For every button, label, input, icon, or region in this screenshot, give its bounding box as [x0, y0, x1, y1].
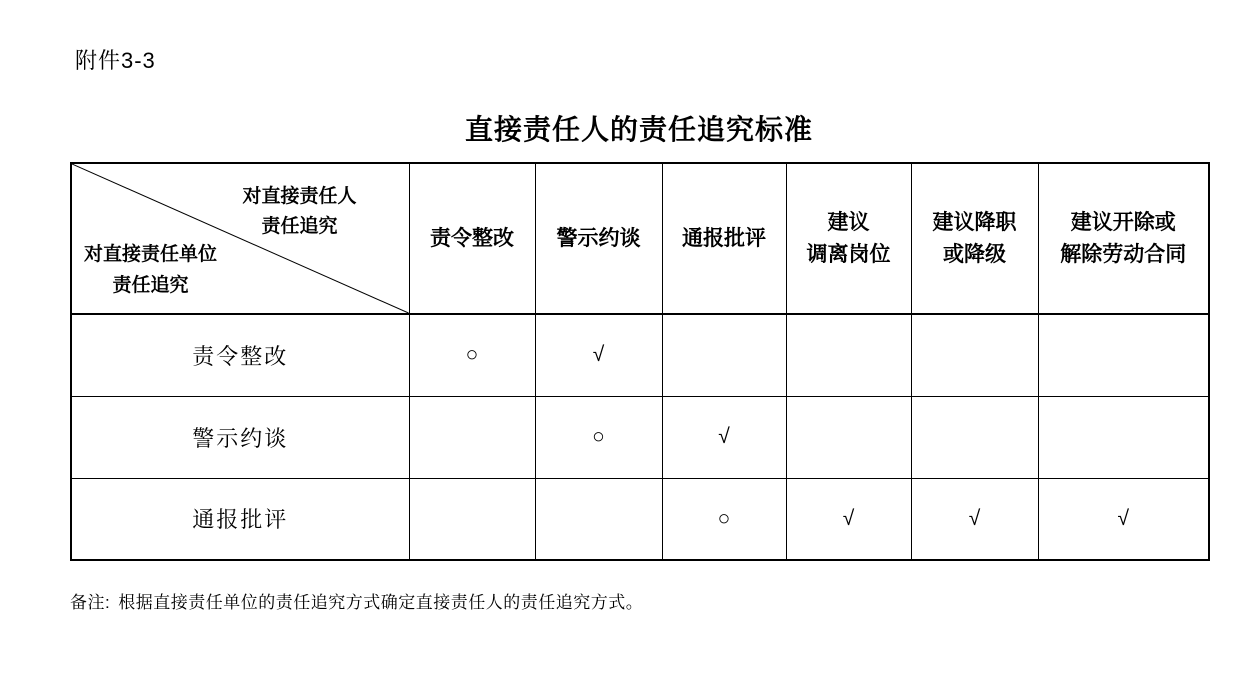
matrix-cell	[911, 396, 1038, 478]
table-row	[71, 478, 1209, 560]
corner-top-right-label: 对直接责任人 责任追究	[242, 186, 357, 238]
row-label: 通报批评	[71, 478, 409, 560]
matrix-cell	[409, 478, 535, 560]
matrix-cell	[786, 396, 911, 478]
matrix-cell: √	[911, 478, 1038, 560]
column-header-jianyi-jiangzhi: 建议降职 或降级	[911, 163, 1038, 314]
footnote-label: 备注:	[70, 593, 111, 612]
matrix-cell	[409, 396, 535, 478]
corner-header-cell	[71, 163, 409, 314]
column-header-jingshi-yuetan: 警示约谈	[535, 163, 662, 314]
table-header-row	[71, 163, 1209, 314]
matrix-cell	[662, 314, 786, 396]
table-row	[71, 396, 1209, 478]
matrix-cell	[786, 314, 911, 396]
matrix-cell	[1038, 396, 1209, 478]
footnote-text: 根据直接责任单位的责任追究方式确定直接责任人的责任追究方式。	[118, 593, 644, 612]
matrix-cell: √	[662, 396, 786, 478]
page-title: 直接责任人的责任追究标准	[464, 114, 813, 145]
matrix-cell	[535, 478, 662, 560]
column-header-jianyi-diaoli-gangwei: 建议 调离岗位	[786, 163, 911, 314]
accountability-matrix-table	[70, 162, 1210, 561]
corner-bottom-left-label: 对直接责任单位 责任追究	[84, 244, 218, 296]
matrix-cell: ○	[535, 396, 662, 478]
matrix-cell: ○	[409, 314, 535, 396]
attachment-label: 附件3-3	[75, 48, 156, 73]
matrix-cell: ○	[662, 478, 786, 560]
row-label: 责令整改	[71, 314, 409, 396]
matrix-cell	[911, 314, 1038, 396]
column-header-jianyi-kaichu: 建议开除或 解除劳动合同	[1038, 163, 1209, 314]
matrix-cell: √	[535, 314, 662, 396]
footnote	[70, 588, 643, 613]
table-row	[71, 314, 1209, 396]
matrix-cell: √	[1038, 478, 1209, 560]
matrix-cell: √	[786, 478, 911, 560]
column-header-zeling-zhenggai: 责令整改	[409, 163, 535, 314]
column-header-tongbao-piping: 通报批评	[662, 163, 786, 314]
row-label: 警示约谈	[71, 396, 409, 478]
matrix-cell	[1038, 314, 1209, 396]
